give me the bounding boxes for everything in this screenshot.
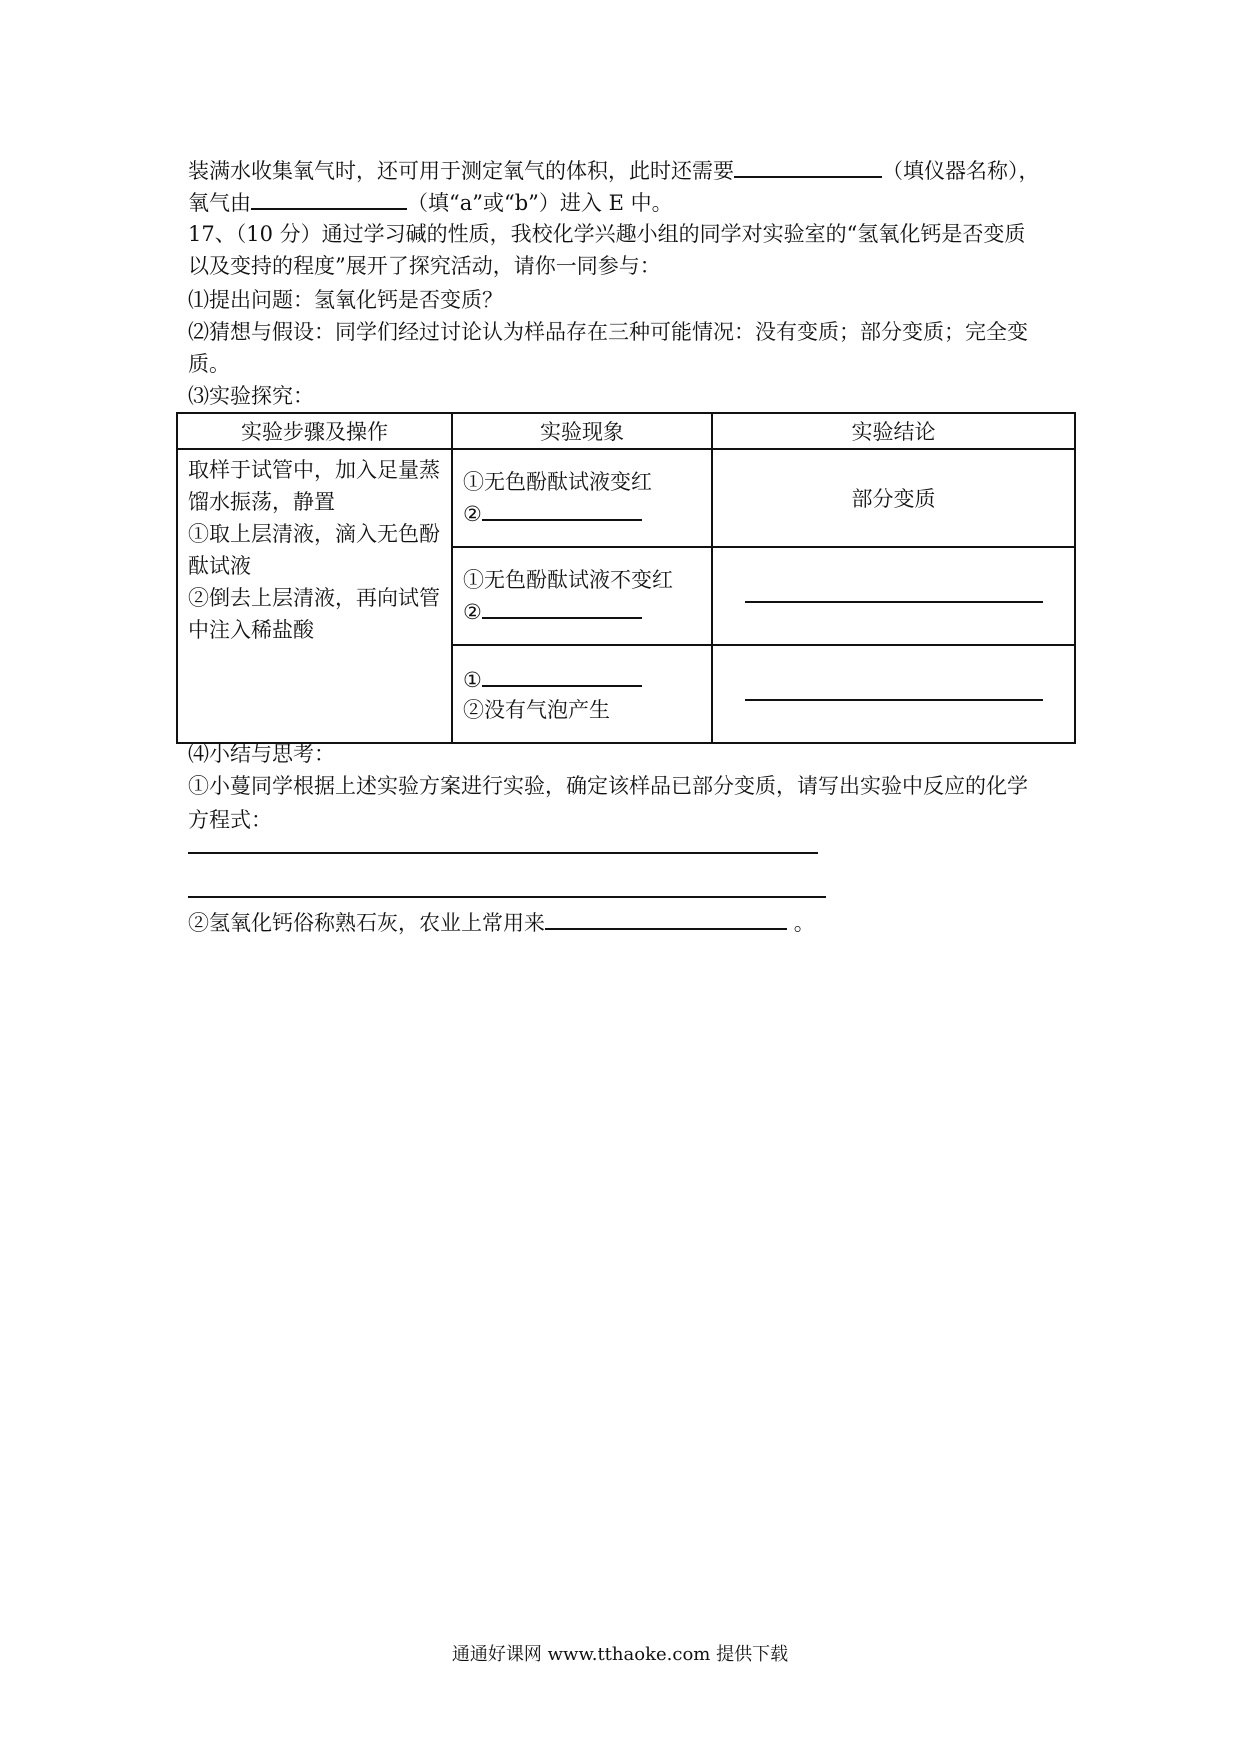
conclusion-cell: 部分变质 [712,449,1075,547]
phenomenon-cell [452,547,712,645]
equation-answer-line[interactable] [188,852,818,854]
step-line: 酞试液 [188,554,251,578]
step-line: 取样于试管中，加入足量蒸 [188,458,440,482]
step-line: ②倒去上层清液，再向试管 [188,586,440,610]
answer-blank[interactable] [482,663,642,687]
phenomenon-cell [452,449,712,547]
question-header: 17、（10 分）通过学习碱的性质，我校化学兴趣小组的同学对实验室的“氢氧化钙是否变质 [188,222,1026,246]
steps-cell [177,449,452,743]
summary-text: ②氢氧化钙俗称熟石灰，农业上常用来 [188,911,545,935]
step-line: 馏水振荡，静置 [188,490,335,514]
answer-blank-inlet[interactable] [251,184,407,210]
table-header-row [177,413,1075,449]
step-line: ①取上层清液，滴入无色酚 [188,522,440,546]
header-phenomenon: 实验现象 [452,413,712,449]
intro-text: 氧气由 [188,191,251,215]
phenomenon-line: ② [463,502,482,526]
intro-line-2 [188,184,673,219]
sub-question-2-cont: 质。 [188,352,230,376]
table-row [177,449,1075,547]
phenomenon-line: ①无色酚酞试液不变红 [463,568,673,592]
experiment-table [176,412,1076,744]
phenomenon-line: ① [463,668,482,692]
question-header-cont: 以及变持的程度”展开了探究活动，请你一同参与： [188,254,661,278]
intro-text: （填仪器名称）， [882,159,1040,183]
sub-question-3: ⑶实验探究： [188,384,314,408]
phenomenon-line: ①无色酚酞试液变红 [463,470,652,494]
answer-blank[interactable] [482,497,642,521]
answer-blank-instrument[interactable] [734,152,882,178]
header-steps: 实验步骤及操作 [177,413,452,449]
intro-text: （填“a”或“b”）进入 E 中。 [407,191,673,215]
intro-line-1 [188,152,1040,187]
summary-title: ⑷小结与思考： [188,742,335,766]
answer-blank[interactable] [482,595,642,619]
phenomenon-line: ②没有气泡产生 [463,698,610,722]
step-line: 中注入稀盐酸 [188,618,314,642]
intro-text: 装满水收集氧气时，还可用于测定氧气的体积，此时还需要 [188,159,734,183]
summary-q2 [188,904,815,939]
summary-text: 。 [793,911,815,935]
answer-blank-conclusion[interactable] [745,599,1043,603]
answer-blank-conclusion[interactable] [745,697,1043,701]
phenomenon-line: ② [463,600,482,624]
summary-q1-cont: 方程式： [188,808,272,832]
summary-q1: ①小蔓同学根据上述实验方案进行实验，确定该样品已部分变质，请写出实验中反应的化学 [188,774,1028,798]
conclusion-cell [712,547,1075,645]
answer-blank-usage[interactable] [545,904,787,930]
equation-answer-line[interactable] [188,896,826,898]
conclusion-cell [712,645,1075,743]
header-conclusion: 实验结论 [712,413,1075,449]
phenomenon-cell [452,645,712,743]
sub-question-2: ⑵猜想与假设：同学们经过讨论认为样品存在三种可能情况：没有变质；部分变质；完全变 [188,320,1028,344]
footer-credit: 通通好课网 www.tthaoke.com 提供下载 [451,1644,789,1665]
sub-question-1: ⑴提出问题：氢氧化钙是否变质？ [188,288,503,312]
